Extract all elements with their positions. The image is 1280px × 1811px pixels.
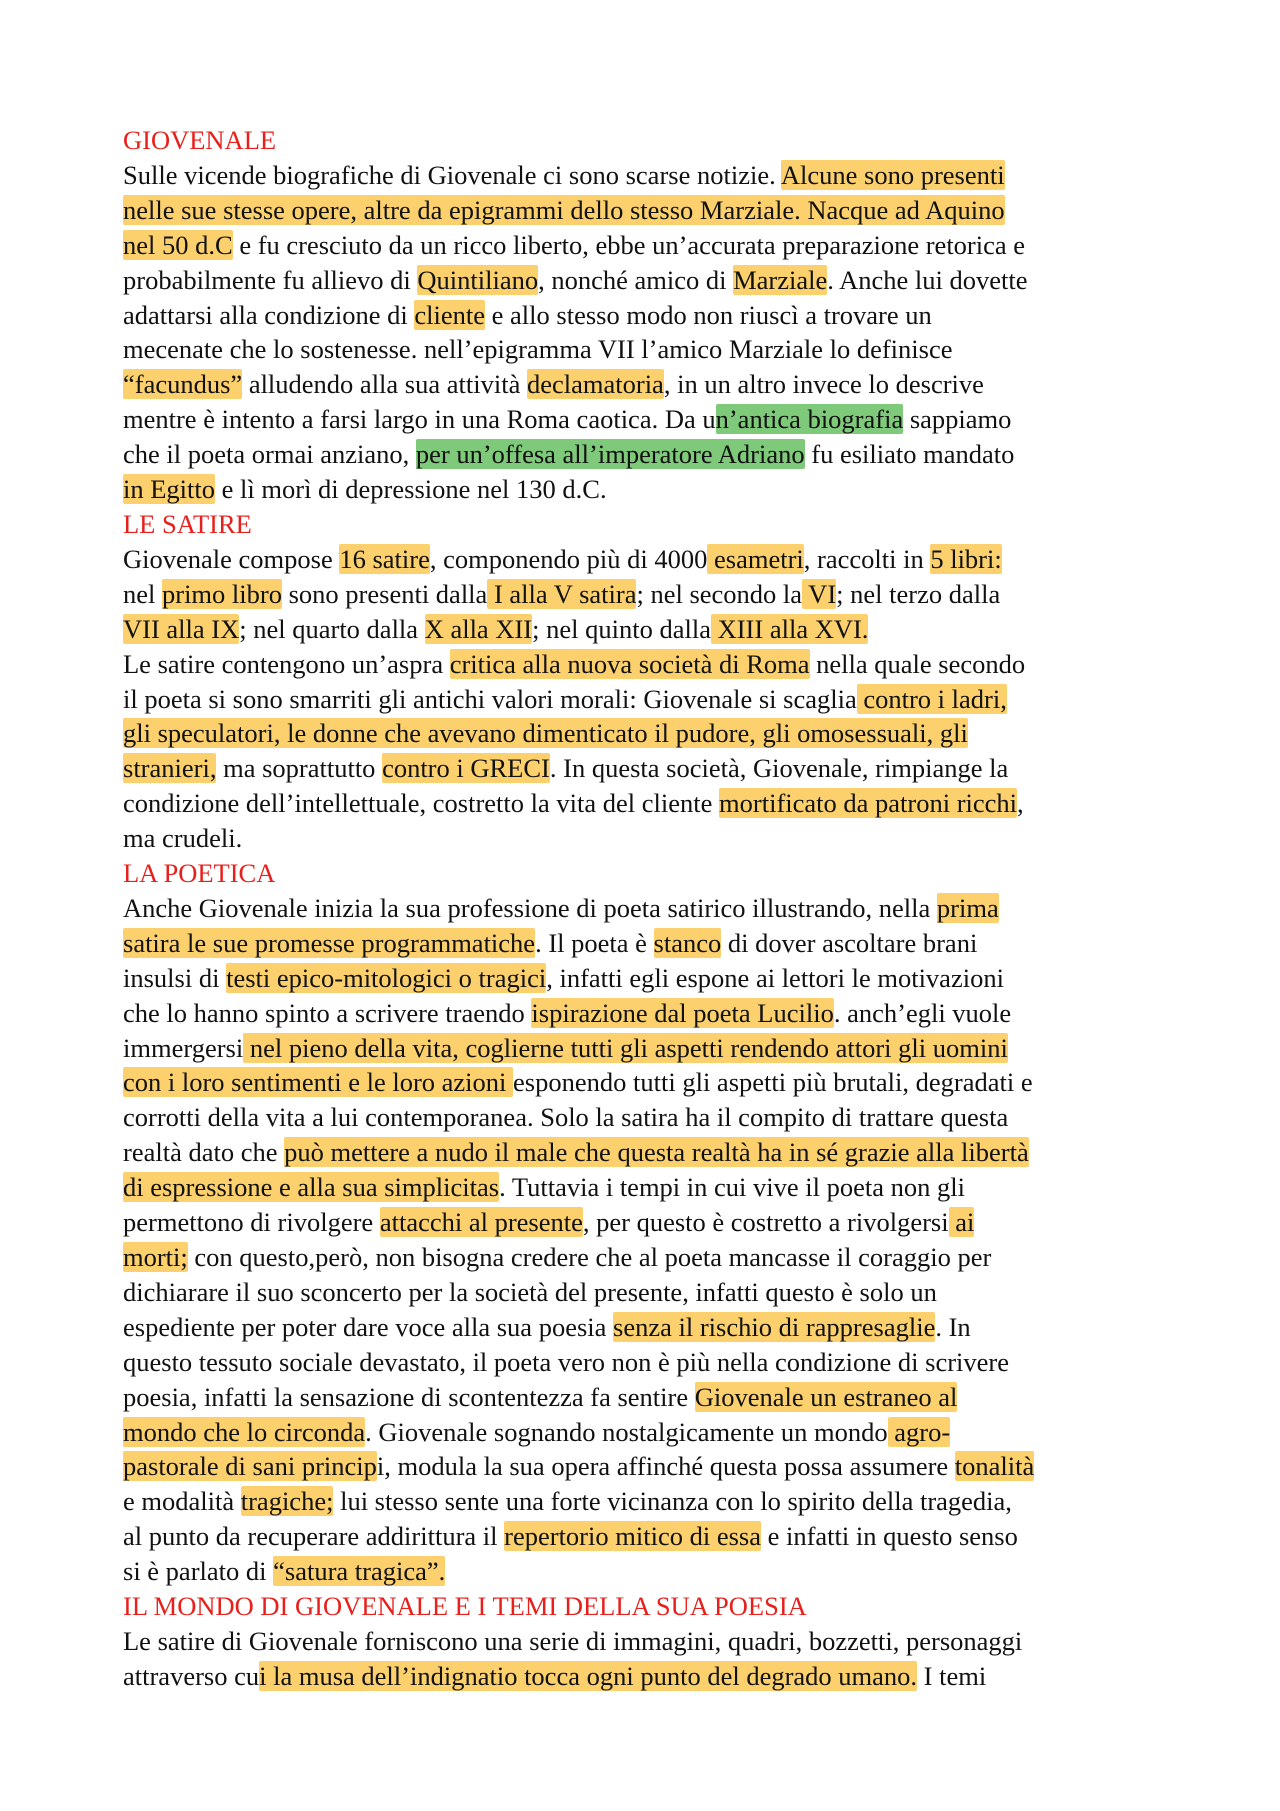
text-line bbox=[123, 193, 1173, 228]
text-line bbox=[123, 751, 1173, 786]
text-segment: sappiamo bbox=[903, 404, 1012, 435]
text-line bbox=[123, 542, 1173, 577]
highlight-yellow: in Egitto bbox=[123, 474, 216, 505]
text-line bbox=[123, 682, 1173, 717]
text-segment: sono presenti dalla bbox=[281, 578, 488, 609]
document-text bbox=[123, 123, 1173, 1694]
text-segment: . In bbox=[935, 1311, 971, 1342]
text-segment: esponendo tutti gli aspetti più brutali, degradati e bbox=[513, 1067, 1033, 1098]
text-segment: Le satire contengono un’aspra bbox=[123, 648, 450, 679]
text-segment: . Anche lui dovette bbox=[827, 264, 1028, 295]
highlight-yellow: gli speculatori, le donne che avevano dimenticato il pudore, gli omosessuali, gli bbox=[123, 718, 968, 749]
heading-text: LA POETICA bbox=[123, 858, 276, 889]
text-segment: alludendo alla sua attività bbox=[242, 369, 527, 400]
text-segment: . Il poeta è bbox=[535, 927, 654, 958]
text-segment: ; nel quinto dalla bbox=[532, 613, 711, 644]
highlight-yellow: stanco bbox=[653, 927, 722, 958]
text-line bbox=[123, 1345, 1173, 1380]
text-segment: espediente per poter dare voce alla sua poesia bbox=[123, 1311, 614, 1342]
highlight-yellow: nel 50 d.C bbox=[123, 229, 233, 260]
highlight-yellow: X alla XII bbox=[424, 613, 533, 644]
text-segment: e fu cresciuto da un ricco liberto, ebbe un’accurata preparazione retorica e bbox=[232, 229, 1026, 260]
highlight-yellow: prima bbox=[936, 892, 999, 923]
highlight-yellow: satira le sue promesse programmatiche bbox=[123, 927, 536, 958]
highlight-yellow: con i loro sentimenti e le loro azioni bbox=[123, 1067, 514, 1098]
highlight-yellow: repertorio mitico di essa bbox=[504, 1521, 761, 1552]
text-segment: ; nel terzo dalla bbox=[836, 578, 1001, 609]
text-segment: lui stesso sente una forte vicinanza con lo spirito della tragedia, bbox=[333, 1486, 1012, 1517]
text-segment: Anche Giovenale inizia la sua professione di poeta satirico illustrando, nella bbox=[123, 892, 937, 923]
highlight-yellow: morti; bbox=[123, 1242, 188, 1272]
highlight-yellow: stranieri, bbox=[123, 753, 217, 784]
highlight-yellow: ispirazione dal poeta Lucilio bbox=[531, 997, 834, 1028]
text-line bbox=[123, 926, 1173, 961]
text-segment: di dover ascoltare brani bbox=[721, 927, 978, 958]
text-line bbox=[123, 437, 1173, 472]
highlight-yellow: può mettere a nudo il male che questa realtà ha in sé grazie alla libertà bbox=[284, 1137, 1029, 1168]
highlight-yellow: tragiche; bbox=[240, 1486, 334, 1517]
highlight-yellow: 16 satire bbox=[339, 543, 430, 574]
highlight-yellow: declamatoria bbox=[526, 369, 664, 400]
highlight-yellow: agro- bbox=[887, 1416, 951, 1447]
text-line bbox=[123, 716, 1173, 751]
text-segment: ma soprattutto bbox=[216, 753, 383, 784]
highlight-yellow: “facundus” bbox=[123, 369, 243, 400]
text-line bbox=[123, 1659, 1173, 1694]
highlight-yellow: VI bbox=[802, 578, 837, 609]
text-line bbox=[123, 786, 1173, 821]
text-segment: dichiarare il suo sconcerto per la società del presente, infatti questo è solo un bbox=[123, 1276, 937, 1307]
text-segment: immergersi bbox=[123, 1032, 244, 1063]
highlight-yellow: di espressione e alla sua simplicitas bbox=[123, 1172, 500, 1203]
text-line bbox=[123, 1554, 1173, 1589]
text-line bbox=[123, 1415, 1173, 1450]
text-line bbox=[123, 1135, 1173, 1170]
text-segment: ; nel secondo la bbox=[636, 578, 803, 609]
section-heading bbox=[123, 1589, 1173, 1624]
text-segment: . In questa società, Giovenale, rimpiange la bbox=[549, 753, 1009, 784]
text-line bbox=[123, 1624, 1173, 1659]
text-segment: mecenate che lo sostenesse. nell’epigramma VII l’amico Marziale lo definisce bbox=[123, 334, 953, 365]
text-segment: ma crudeli. bbox=[123, 823, 243, 854]
text-segment: , per questo è costretto a rivolgersi bbox=[582, 1207, 949, 1238]
highlight-yellow: i la musa dell’indignatio tocca ogni punto del degrado umano. bbox=[259, 1660, 918, 1691]
text-segment: adattarsi alla condizione di bbox=[123, 299, 415, 330]
highlight-green: n’antica biografia bbox=[715, 404, 904, 435]
text-line bbox=[123, 332, 1173, 367]
text-line bbox=[123, 961, 1173, 996]
text-segment: corrotti della vita a lui contemporanea. Solo la satira ha il compito di trattare questa bbox=[123, 1102, 1009, 1133]
text-line bbox=[123, 996, 1173, 1031]
highlight-yellow: pastorale di sani princip bbox=[123, 1451, 377, 1482]
text-segment: . anch’egli vuole bbox=[833, 997, 1012, 1028]
text-line bbox=[123, 1065, 1173, 1100]
text-segment: Le satire di Giovenale forniscono una serie di immagini, quadri, bozzetti, personaggi bbox=[123, 1625, 1023, 1656]
text-segment: , nonché amico di bbox=[538, 264, 734, 295]
highlight-yellow: nelle sue stesse opere, altre da epigrammi dello stesso Marziale. Nacque ad Aquino bbox=[123, 194, 1005, 225]
text-segment: con questo,però, non bisogna credere che al poeta mancasse il coraggio per bbox=[187, 1242, 992, 1272]
text-segment: I temi bbox=[917, 1660, 987, 1691]
text-segment: che il poeta ormai anziano, bbox=[123, 439, 416, 470]
highlight-yellow: Giovenale un estraneo al bbox=[694, 1381, 958, 1412]
text-line bbox=[123, 1484, 1173, 1519]
highlight-yellow: senza il rischio di rappresaglie bbox=[613, 1311, 936, 1342]
text-line bbox=[123, 298, 1173, 333]
text-segment: e lì morì di depressione nel 130 d.C. bbox=[215, 474, 607, 505]
text-segment: condizione dell’intellettuale, costretto la vita del cliente bbox=[123, 788, 720, 819]
text-segment: , in un altro invece lo descrive bbox=[663, 369, 984, 400]
section-heading bbox=[123, 856, 1173, 891]
text-line bbox=[123, 1449, 1173, 1484]
text-segment: i, modula la sua opera affinché questa possa assumere bbox=[376, 1451, 955, 1482]
highlight-yellow: testi epico-mitologici o tragici bbox=[226, 962, 547, 993]
highlight-yellow: I alla V satira bbox=[487, 578, 637, 609]
text-segment: mentre è intento a farsi largo in una Roma caotica. Da u bbox=[123, 404, 716, 435]
highlight-yellow: “satura tragica”. bbox=[273, 1556, 446, 1587]
text-segment: ; nel quarto dalla bbox=[239, 613, 425, 644]
text-line bbox=[123, 472, 1173, 507]
highlight-yellow: XIII alla XVI. bbox=[710, 613, 869, 644]
text-segment: , infatti egli espone ai lettori le motivazioni bbox=[546, 962, 1004, 993]
highlight-yellow: ai bbox=[948, 1207, 975, 1238]
text-segment: insulsi di bbox=[123, 962, 227, 993]
text-line bbox=[123, 1380, 1173, 1415]
text-line bbox=[123, 1240, 1173, 1275]
text-line bbox=[123, 367, 1173, 402]
text-segment: , bbox=[1017, 788, 1024, 819]
text-segment: e infatti in questo senso bbox=[760, 1521, 1018, 1552]
highlight-yellow: Quintiliano bbox=[417, 264, 539, 295]
text-line bbox=[123, 158, 1173, 193]
text-segment: probabilmente fu allievo di bbox=[123, 264, 418, 295]
text-segment: attraverso cu bbox=[123, 1660, 260, 1691]
highlight-yellow: Marziale bbox=[733, 264, 828, 295]
text-segment: e allo stesso modo non riuscì a trovare un bbox=[485, 299, 932, 330]
highlight-yellow: tonalità bbox=[954, 1451, 1035, 1482]
text-line bbox=[123, 402, 1173, 437]
text-line bbox=[123, 647, 1173, 682]
text-line bbox=[123, 612, 1173, 647]
text-line bbox=[123, 228, 1173, 263]
section-heading bbox=[123, 507, 1173, 542]
highlight-yellow: mondo che lo circonda bbox=[123, 1416, 366, 1447]
highlight-yellow: contro i GRECI bbox=[382, 753, 550, 784]
text-segment: . Tuttavia i tempi in cui vive il poeta non gli bbox=[499, 1172, 965, 1203]
text-line bbox=[123, 1205, 1173, 1240]
highlight-yellow: VII alla IX bbox=[123, 613, 240, 644]
text-line bbox=[123, 577, 1173, 612]
highlight-yellow: critica alla nuova società di Roma bbox=[449, 648, 810, 679]
highlight-yellow: esametri bbox=[707, 543, 804, 574]
text-segment: realtà dato che bbox=[123, 1137, 285, 1168]
text-segment: Sulle vicende biografiche di Giovenale ci sono scarse notizie. bbox=[123, 159, 781, 190]
text-line bbox=[123, 821, 1173, 856]
text-segment: fu esiliato mandato bbox=[804, 439, 1015, 470]
text-segment: , componendo più di 4000 bbox=[429, 543, 708, 574]
text-segment: poesia, infatti la sensazione di scontentezza fa sentire bbox=[123, 1381, 695, 1412]
highlight-yellow: nel pieno della vita, coglierne tutti gli aspetti rendendo attori gli uomini bbox=[243, 1032, 1008, 1063]
text-line bbox=[123, 1275, 1173, 1310]
text-segment: e modalità bbox=[123, 1486, 241, 1517]
text-line bbox=[123, 1170, 1173, 1205]
highlight-yellow: mortificato da patroni ricchi bbox=[719, 788, 1018, 819]
heading-text: IL MONDO DI GIOVENALE E I TEMI DELLA SUA POESIA bbox=[123, 1591, 807, 1622]
text-line bbox=[123, 1031, 1173, 1066]
highlight-yellow: 5 libri: bbox=[930, 543, 1002, 574]
highlight-yellow: attacchi al presente bbox=[379, 1207, 583, 1238]
text-segment: . Giovenale sognando nostalgicamente un mondo bbox=[365, 1416, 888, 1447]
heading-text: GIOVENALE bbox=[123, 125, 277, 155]
text-line bbox=[123, 891, 1173, 926]
text-segment: che lo hanno spinto a scrivere traendo bbox=[123, 997, 532, 1028]
highlight-yellow: Alcune sono presenti bbox=[780, 159, 1005, 190]
text-line bbox=[123, 1519, 1173, 1554]
text-segment: , raccolti in bbox=[803, 543, 931, 574]
highlight-green: per un’offesa all’imperatore Adriano bbox=[415, 439, 805, 470]
text-segment: al punto da recuperare addirittura il bbox=[123, 1521, 505, 1552]
text-segment: nella quale secondo bbox=[809, 648, 1026, 679]
highlight-yellow: cliente bbox=[414, 299, 486, 330]
text-segment: permettono di rivolgere bbox=[123, 1207, 380, 1238]
text-segment: si è parlato di bbox=[123, 1556, 274, 1587]
highlight-yellow: primo libro bbox=[162, 578, 282, 609]
text-line bbox=[123, 1100, 1173, 1135]
text-segment: il poeta si sono smarriti gli antichi valori morali: Giovenale si scaglia bbox=[123, 683, 857, 714]
heading-text: LE SATIRE bbox=[123, 508, 252, 539]
text-segment: Giovenale compose bbox=[123, 543, 340, 574]
text-line bbox=[123, 263, 1173, 298]
text-line bbox=[123, 1310, 1173, 1345]
text-segment: questo tessuto sociale devastato, il poeta vero non è più nella condizione di scrivere bbox=[123, 1346, 1010, 1377]
highlight-yellow: contro i ladri, bbox=[856, 683, 1007, 714]
text-segment: nel bbox=[123, 578, 162, 609]
section-heading bbox=[123, 123, 1173, 158]
